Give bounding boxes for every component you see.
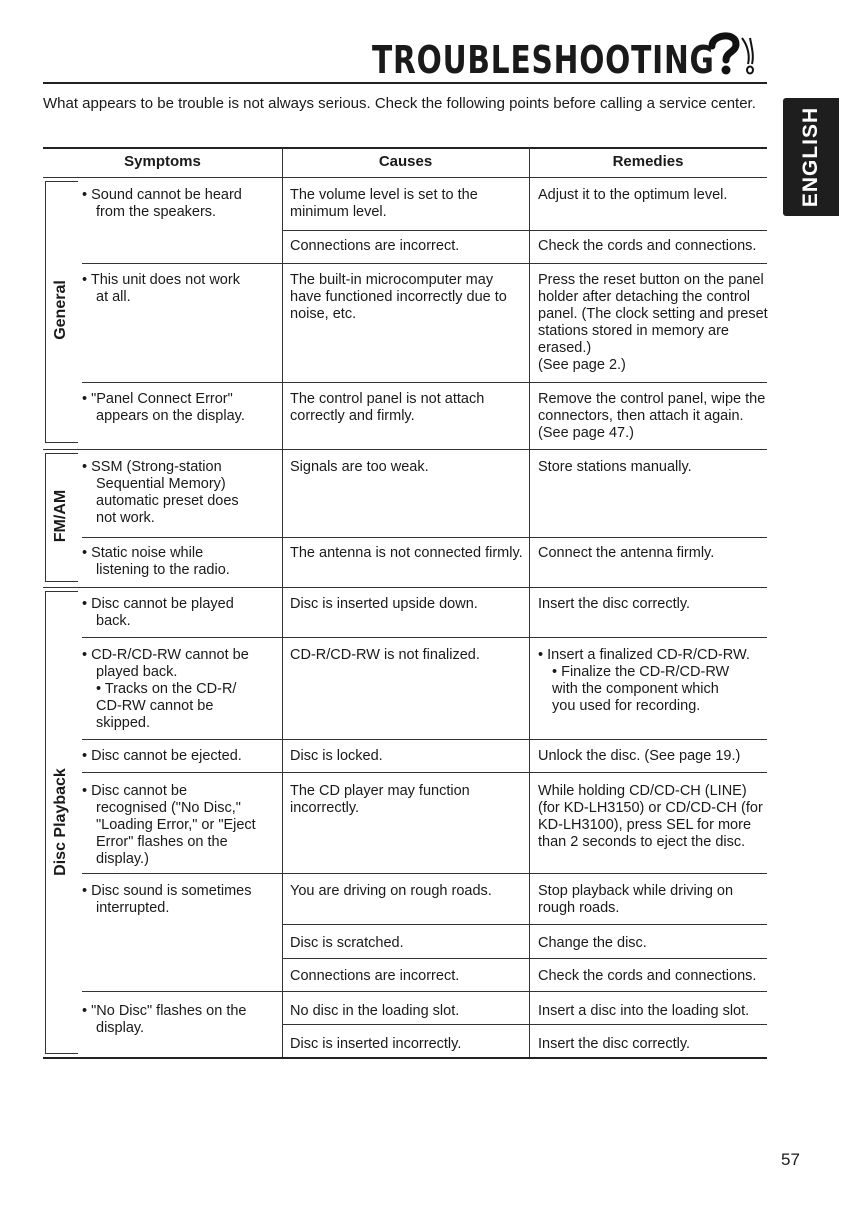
section-rule xyxy=(43,449,767,450)
cause-cell: Connections are incorrect. xyxy=(290,238,460,254)
row-rule xyxy=(82,637,767,638)
table-header-rule xyxy=(43,177,767,178)
remedy-cell: • Insert a finalized CD-R/CD-RW. • Finalize the CD-R/CD-RW with the component which you used for recording. xyxy=(538,647,750,714)
page-number: 57 xyxy=(781,1150,800,1169)
header-causes: Causes xyxy=(378,153,433,170)
page-title: TROUBLESHOOTING xyxy=(372,38,715,82)
cause-cell: You are driving on rough roads. xyxy=(290,883,492,899)
cause-cell: The built-in microcomputer may have functioned incorrectly due to noise, etc. xyxy=(290,272,507,322)
remedy-cell: Press the reset button on the panel holder after detaching the control panel. (The clock setting and preset stations stored in memory are erased.) (See page 2.) xyxy=(538,272,768,373)
remedy-cell: Insert a disc into the loading slot. xyxy=(538,1003,750,1019)
remedy-cell: Connect the antenna firmly. xyxy=(538,545,715,561)
remedy-cell: Unlock the disc. (See page 19.) xyxy=(538,748,741,764)
cause-cell: Signals are too weak. xyxy=(290,459,429,475)
remedy-cell: Remove the control panel, wipe the connectors, then attach it again. (See page 47.) xyxy=(538,391,766,441)
symptom-cell: • Disc sound is sometimes interrupted. xyxy=(82,883,252,916)
cause-cell: The CD player may function incorrectly. xyxy=(290,783,470,816)
table-bottom-rule xyxy=(43,1057,767,1059)
symptom-cell: • This unit does not work at all. xyxy=(82,272,240,305)
section-rule xyxy=(43,587,767,588)
symptom-cell: • Sound cannot be heard from the speakers. xyxy=(82,187,242,220)
category-disc-playback: Disc Playback xyxy=(52,768,69,876)
cause-cell: Connections are incorrect. xyxy=(290,968,460,984)
cause-cell: Disc is inserted incorrectly. xyxy=(290,1036,462,1052)
title-rule xyxy=(43,82,767,84)
language-tab-label: ENGLISH xyxy=(799,106,822,208)
cause-cell: The antenna is not connected firmly. xyxy=(290,545,523,561)
row-rule xyxy=(82,263,767,264)
category-fmam: FM/AM xyxy=(52,489,69,543)
remedy-cell: Adjust it to the optimum level. xyxy=(538,187,728,203)
remedy-cell: Check the cords and connections. xyxy=(538,968,757,984)
row-rule xyxy=(82,739,767,740)
language-tab xyxy=(783,98,839,216)
cause-cell: No disc in the loading slot. xyxy=(290,1003,460,1019)
row-rule xyxy=(82,873,767,874)
remedy-cell: Insert the disc correctly. xyxy=(538,596,691,612)
row-rule xyxy=(82,382,767,383)
cause-cell: The control panel is not attach correctly and firmly. xyxy=(290,391,485,424)
cause-cell: CD-R/CD-RW is not finalized. xyxy=(290,647,480,663)
symptom-cell: • "No Disc" flashes on the display. xyxy=(82,1003,247,1036)
row-rule xyxy=(282,924,767,925)
question-exclamation-icon xyxy=(706,30,766,76)
category-general: General xyxy=(52,280,69,340)
cause-cell: Disc is locked. xyxy=(290,748,383,764)
cause-cell: Disc is inserted upside down. xyxy=(290,596,478,612)
remedy-cell: Insert the disc correctly. xyxy=(538,1036,691,1052)
intro-text: What appears to be trouble is not always serious. Check the following points before calling a service center. xyxy=(43,95,756,112)
row-rule xyxy=(82,772,767,773)
remedy-cell: Change the disc. xyxy=(538,935,647,951)
symptom-cell: • Static noise while listening to the radio. xyxy=(82,545,230,578)
symptom-cell: • Disc cannot be played back. xyxy=(82,596,234,629)
row-rule xyxy=(282,1024,767,1025)
row-rule xyxy=(282,230,767,231)
cause-cell: Disc is scratched. xyxy=(290,935,404,951)
symptom-cell: • Disc cannot be ejected. xyxy=(82,748,242,764)
remedy-cell: Check the cords and connections. xyxy=(538,238,757,254)
header-remedies: Remedies xyxy=(612,153,684,170)
symptom-cell: • "Panel Connect Error" appears on the display. xyxy=(82,391,245,424)
header-symptoms: Symptoms xyxy=(124,153,201,170)
remedy-cell: While holding CD/CD-CH (LINE) (for KD-LH3150) or CD/CD-CH (for KD-LH3100), press SEL for more than 2 seconds to eject the disc. xyxy=(538,783,763,850)
column-divider-remedies xyxy=(529,147,530,1058)
symptom-cell: • CD-R/CD-RW cannot be played back. • Tracks on the CD-R/ CD-RW cannot be skipped. xyxy=(82,647,249,731)
remedy-cell: Store stations manually. xyxy=(538,459,692,475)
remedy-cell: Stop playback while driving on rough roads. xyxy=(538,883,734,916)
symptom-cell: • SSM (Strong-station Sequential Memory) automatic preset does not work. xyxy=(82,459,239,526)
row-rule xyxy=(82,991,767,992)
table-top-rule xyxy=(43,147,767,149)
row-rule xyxy=(82,537,767,538)
row-rule xyxy=(282,958,767,959)
symptom-cell: • Disc cannot be recognised ("No Disc," "Loading Error," or "Eject Error" flashes on the display.) xyxy=(82,783,256,867)
cause-cell: The volume level is set to the minimum level. xyxy=(290,187,478,220)
